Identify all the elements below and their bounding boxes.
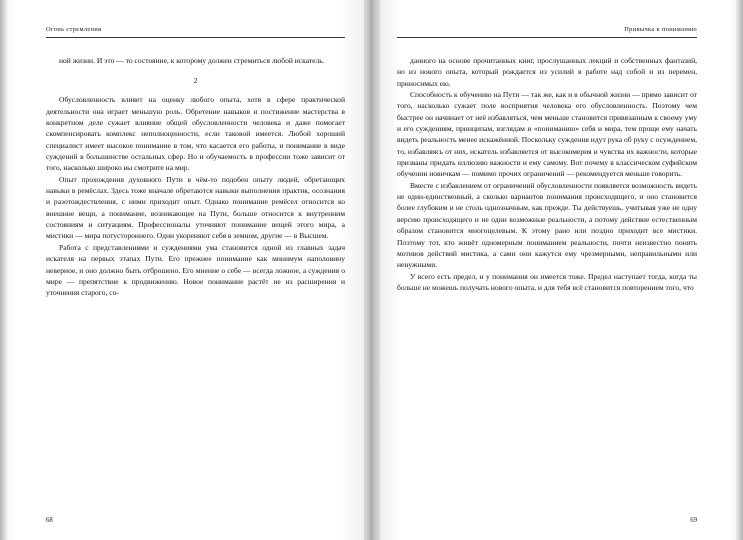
left-running-head: Огонь стремления bbox=[46, 26, 102, 33]
left-head-rule bbox=[46, 37, 345, 38]
paragraph: Обусловленность влияет на оценку любого опыта, хотя в сфере практической деятельности она играет меньшую роль. Обретение навыков и постижение мастерства в конкретном деле сужает влияние общей обусловленности человека и даже помогает скомпенсировать комплекс неполноценности, если таковой имеется. Любой хороший специалист имеет высокое понимание в том, что касается его работы, и понимание в виде суждений в большинстве остальных сфер. Но и обучаемость в профессии тоже зависит от того, насколько широко вы смотрите на мир. bbox=[46, 95, 345, 173]
right-head-rule bbox=[397, 37, 697, 38]
paragraph: Способность к обучению на Пути — так же, как и в обычной жизни — прямо зависит от того, насколько сужает поле восприятия человека его обусловленность. Поэтому чем быстрее он начинает от неё избавляться, чем меньше становится привязанным к своему уму и его суждениям, принципам, взглядам и «пониманию» себя и мира, тем проще ему начать видеть реальность менее искажённой. Поскольку суждения идут рука об руку с осуждением, то, избавляясь от них, искатель избавляется от высокомерия и чувства их важности, которые призваны придать иллюзию важности и ему самому. Вот почему в классическом суфийском обучении новичкам — помимо прочих ограничений — рекомендуется меньше говорить. bbox=[397, 90, 697, 179]
paragraph: Работа с представлениями и суждениями ума становится одной из главных задач искателя на первых этапах Пути. Его прежнее понимание как минимум наполовину неверное, и оно должно быть отброшено. Его мнение о себе — всегда ложное, а суждения о мире — препятствие к продвижению. Новое понимание растёт не из расширения и уточнения старого, со- bbox=[46, 242, 345, 298]
paragraph: ной жизни. И это — то состояние, к которому должен стремиться любой искатель. bbox=[59, 56, 325, 65]
left-page-edge-shadow bbox=[0, 0, 8, 540]
section-number: 2 bbox=[193, 76, 198, 86]
right-page-edge-shadow bbox=[735, 0, 743, 540]
paragraph: У всего есть предел, и у понимания он имеется тоже. Предел наступает тогда, когда ты больше не можешь получать нового опыта, и для тебя всё становится повторением того, что bbox=[397, 271, 697, 292]
right-running-head: Привычка к пониманию bbox=[624, 26, 697, 33]
right-text-column bbox=[397, 55, 697, 293]
left-page bbox=[0, 0, 371, 540]
paragraph: Опыт прохождения духовного Пути в чём-то подобен опыту людей, обретающих навыки в ремёслах. Здесь тоже вначале обретаются навыки выполнения практик, осознания и разотождествления, с ними приходит опыт. Однако понимание ремёсел относится ко внешние вещи, а понимание, возникающее на Пути, больше относится к внутренним состояниям и ситуациям. Профессионалы уточняют понимание вещей этого мира, а мистики — мира потустороннего. Одни укореняют себя в земном, другие — в Высшем. bbox=[46, 174, 345, 241]
paragraph: данного на основе прочитанных книг, прослушанных лекций и собственных фантазий, но из нового опыта, который рождается из усилий в работе над собой и из перемен, приносимых ею. bbox=[397, 56, 697, 88]
left-folio: 68 bbox=[46, 517, 53, 524]
paragraph: Вместе с избавлением от ограничений обусловленности появляется возможность видеть не один-единственный, а сколько вариантов понимания происходящего, и оно становится более глубоким и не столь однозначным, как прежде. Ты действуешь, учитывая уже не одну версию происходящего и не одни возможные реальности, а потому действие естественным образом становится многоцелевым. К этому рано или поздно приходит все мистики. Поэтому тот, кто живёт одномерным пониманием реальности, почти неизвестно понять мотивов действий мистика, а сами они кажутся ему чрезмерными, неправильными или ненужными. bbox=[397, 180, 697, 270]
left-text-column bbox=[46, 55, 345, 299]
right-page bbox=[371, 0, 743, 540]
right-folio: 69 bbox=[690, 517, 697, 524]
